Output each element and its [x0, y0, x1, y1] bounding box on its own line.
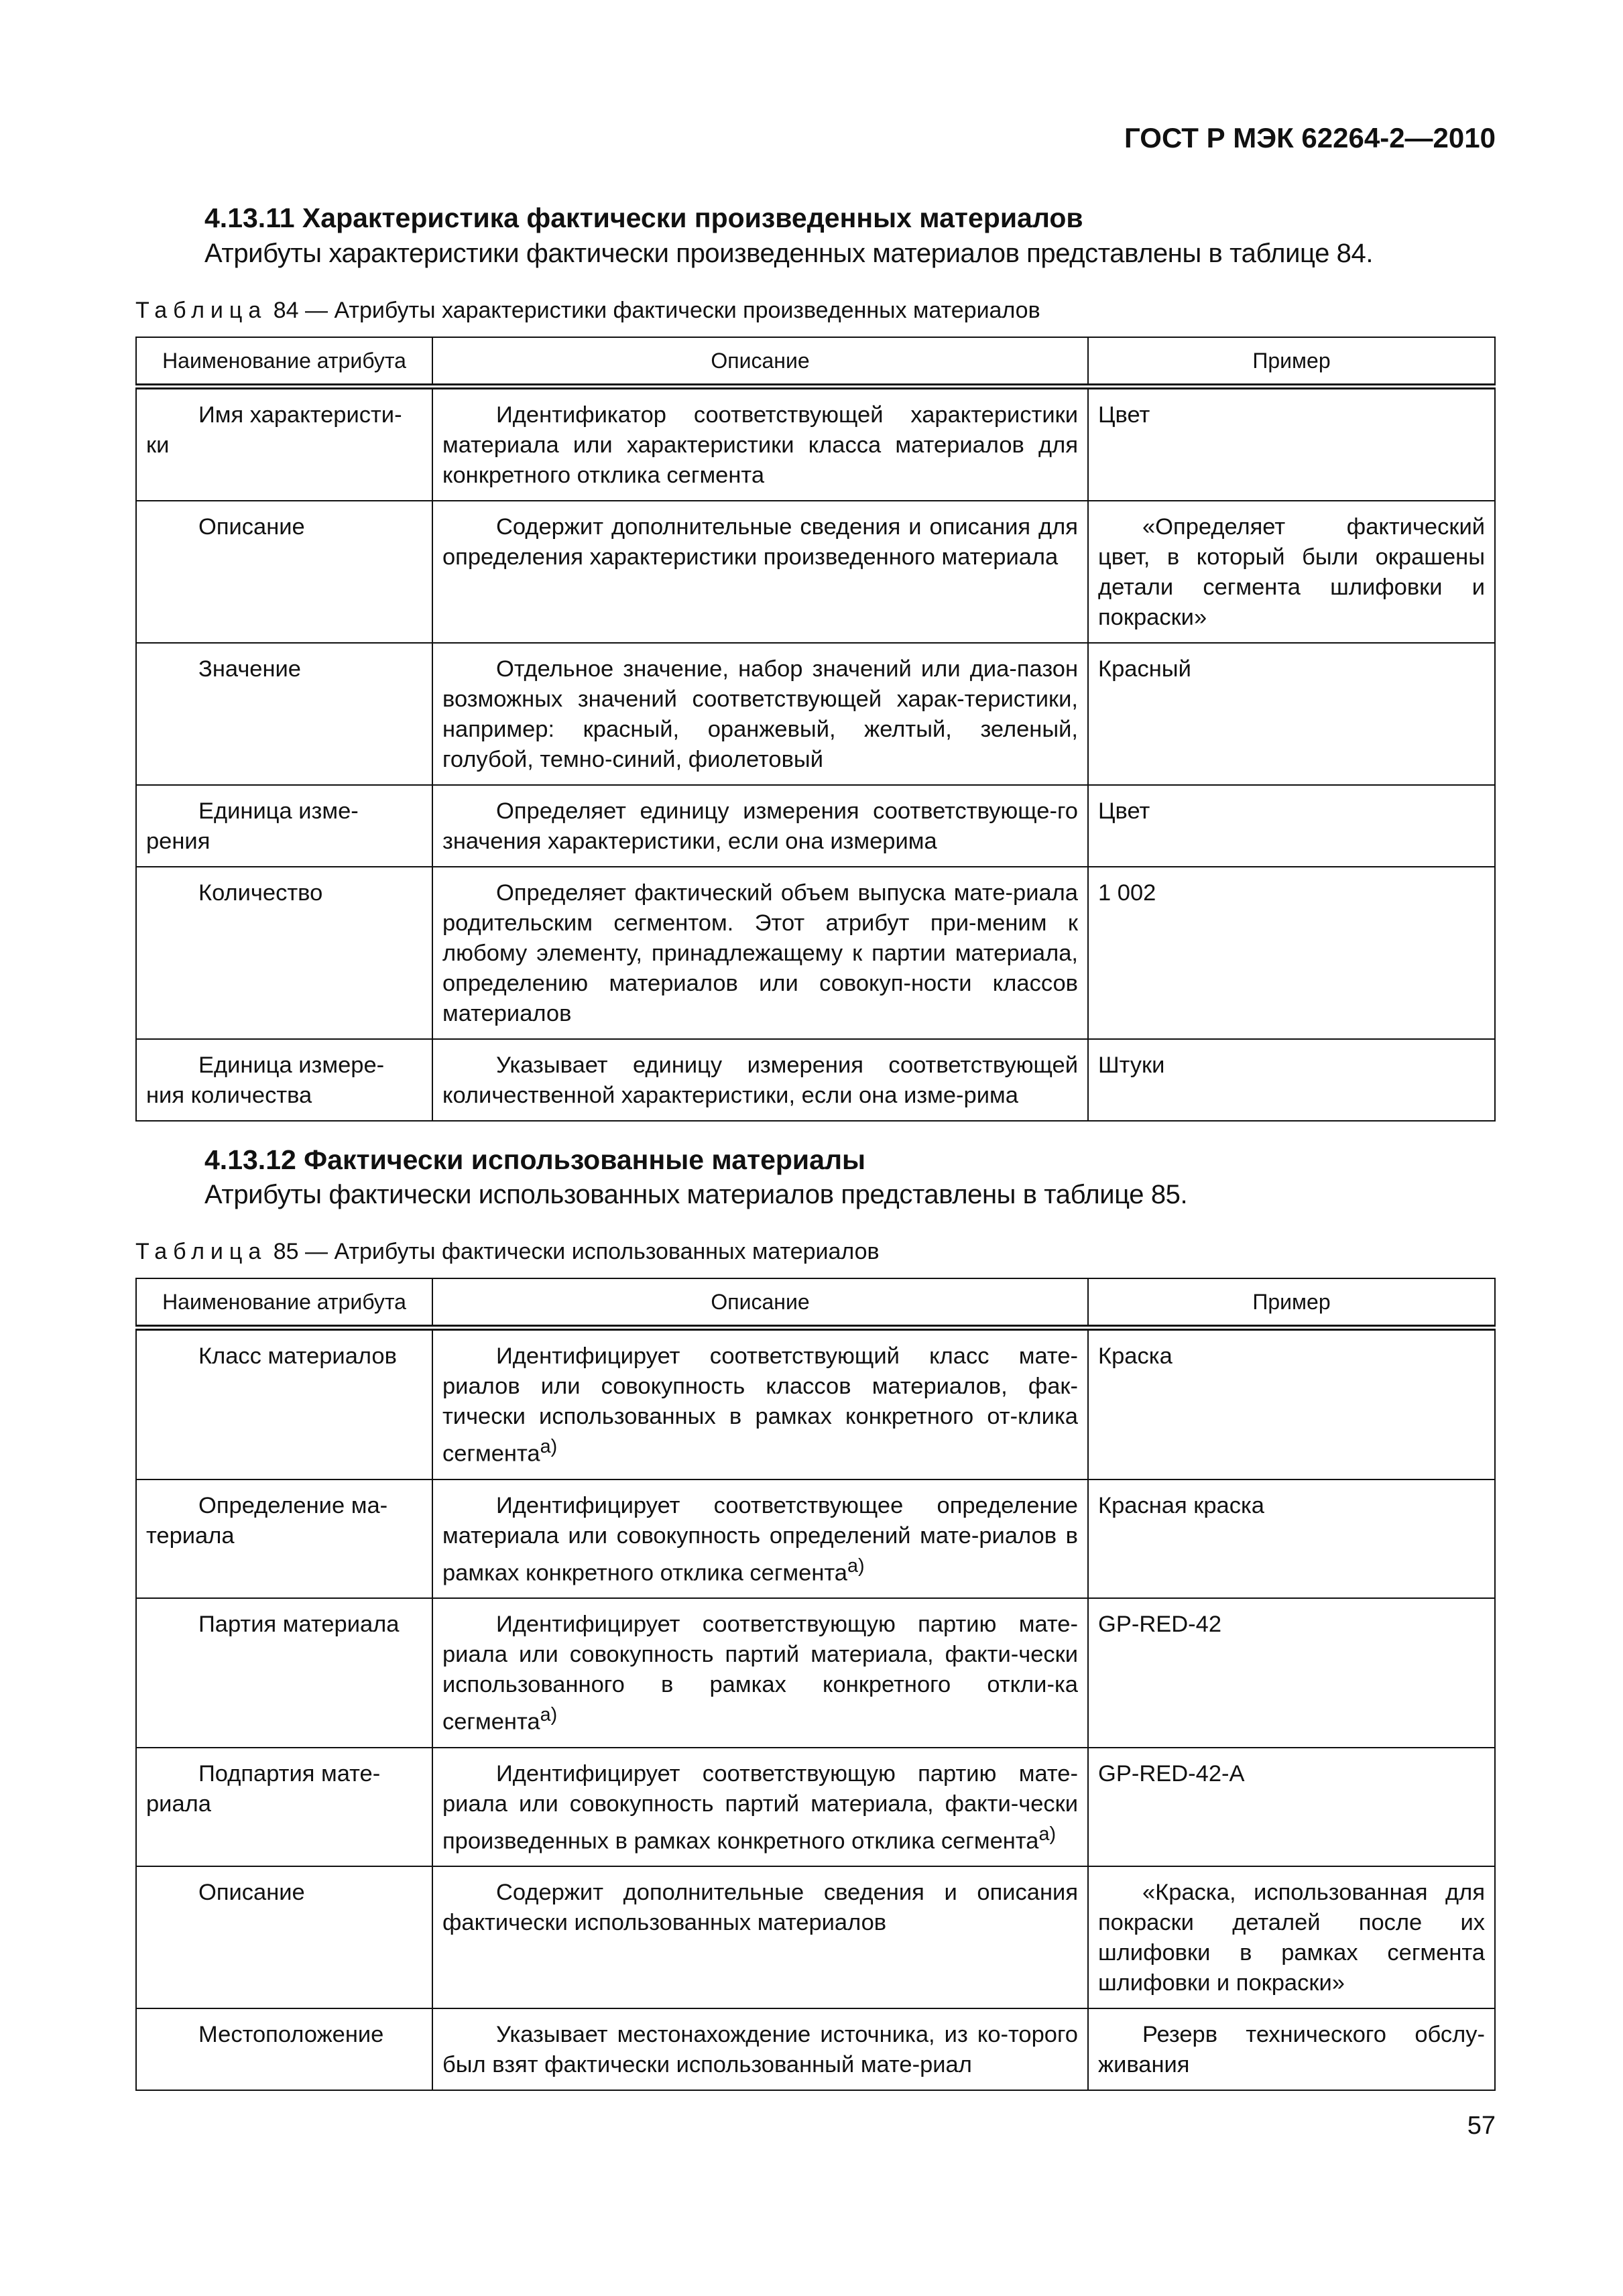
table-row — [136, 1598, 1495, 1748]
attribute-name: Местоположение — [136, 2008, 432, 2090]
attribute-example: «Краска, использованная для покраски деталей после их шлифовки в рамках сегмента шлифовки и покраски» — [1088, 1866, 1495, 2008]
attribute-name: Значение — [136, 643, 432, 785]
table-row — [136, 643, 1495, 785]
column-header-example: Пример — [1088, 1278, 1495, 1328]
attribute-description: Указывает единицу измерения соответствующей количественной характеристики, если она изме-рима — [432, 1039, 1088, 1121]
attribute-example: 1 002 — [1088, 867, 1495, 1039]
attribute-example: Краска — [1088, 1328, 1495, 1479]
attribute-name: Количество — [136, 867, 432, 1039]
table-row — [136, 1479, 1495, 1599]
description-text: Идентифицирует соответствующее определение материала или совокупность определений мате-риалов в рамках конкретного отклика сегмента — [442, 1492, 1078, 1585]
document-code-header: ГОСТ Р МЭК 62264-2—2010 — [1124, 122, 1496, 154]
attribute-example: «Определяет фактический цвет, в который были окрашены детали сегмента шлифовки и покраски» — [1088, 501, 1495, 643]
attribute-example: Резерв технического обслу-живания — [1088, 2008, 1495, 2090]
description-text: Идентифицирует соответствующий класс мате-риалов или совокупность классов материалов, фак-тически использованных в рамках конкретного от-клика сегмента — [442, 1343, 1078, 1467]
attribute-name: Имя характеристи-ки — [136, 387, 432, 501]
footnote-mark: а) — [847, 1555, 865, 1577]
caption-word: Таблица — [135, 1239, 267, 1264]
table-row — [136, 1328, 1495, 1479]
table-row — [136, 1039, 1495, 1121]
attribute-example: GP-RED-42-A — [1088, 1748, 1495, 1867]
attribute-description — [432, 1479, 1088, 1599]
attribute-description: Идентификатор соответствующей характеристики материала или характеристики класса материалов для конкретного отклика сегмента — [432, 387, 1088, 501]
caption-word: Таблица — [135, 298, 267, 323]
column-header-description: Описание — [432, 337, 1088, 387]
caption-text: 85 — Атрибуты фактически использованных материалов — [267, 1239, 880, 1264]
attribute-example: Штуки — [1088, 1039, 1495, 1121]
section-intro-4-13-12: Атрибуты фактически использованных материалов представлены в таблице 85. — [204, 1180, 1188, 1209]
section-title-4-13-12: 4.13.12 Фактически использованные материалы — [204, 1144, 866, 1175]
table-row — [136, 1748, 1495, 1867]
table-row — [136, 2008, 1495, 2090]
attribute-name: Единица измере-ния количества — [136, 1039, 432, 1121]
attribute-example: Красный — [1088, 643, 1495, 785]
caption-text: 84 — Атрибуты характеристики фактически произведенных материалов — [267, 298, 1040, 323]
column-header-example: Пример — [1088, 337, 1495, 387]
footnote-mark: а) — [540, 1704, 558, 1726]
attribute-description: Отдельное значение, набор значений или диа-пазон возможных значений соответствующей харак-теристики, например: красный, оранжевый, желтый, зеленый, голубой, темно-синий, фиолетовый — [432, 643, 1088, 785]
table-row — [136, 1866, 1495, 2008]
attribute-name: Определение ма-териала — [136, 1479, 432, 1599]
column-header-name: Наименование атрибута — [136, 1278, 432, 1328]
attribute-name: Единица изме-рения — [136, 785, 432, 867]
table-row — [136, 387, 1495, 501]
table-header-row — [136, 1278, 1495, 1328]
description-text: Идентифицирует соответствующую партию мате-риала или совокупность партий материала, факти-чески использованного в рамках конкретного откли-ка сегмента — [442, 1612, 1078, 1735]
table-header-row — [136, 337, 1495, 387]
attribute-description: Указывает местонахождение источника, из ко-торого был взят фактически использованный мате-риал — [432, 2008, 1088, 2090]
table-row — [136, 501, 1495, 643]
attribute-name: Партия материала — [136, 1598, 432, 1748]
attribute-example: Красная краска — [1088, 1479, 1495, 1599]
table-84-caption — [135, 298, 1040, 324]
footnote-mark: а) — [540, 1436, 558, 1457]
column-header-description: Описание — [432, 1278, 1088, 1328]
attribute-name: Класс материалов — [136, 1328, 432, 1479]
footnote-mark: а) — [1038, 1823, 1057, 1845]
attribute-example: Цвет — [1088, 785, 1495, 867]
attribute-name: Описание — [136, 501, 432, 643]
table-85-caption — [135, 1239, 880, 1265]
table-84 — [135, 337, 1496, 1122]
attribute-example: GP-RED-42 — [1088, 1598, 1495, 1748]
table-row — [136, 785, 1495, 867]
section-title-4-13-11: 4.13.11 Характеристика фактически произведенных материалов — [204, 202, 1083, 233]
attribute-description: Определяет фактический объем выпуска мате-риала родительским сегментом. Этот атрибут при-меним к любому элементу, принадлежащему к партии материала, определению материалов или совокуп-ности классов материалов — [432, 867, 1088, 1039]
attribute-description: Определяет единицу измерения соответствующе-го значения характеристики, если она измерима — [432, 785, 1088, 867]
section-intro-4-13-11: Атрибуты характеристики фактически произведенных материалов представлены в таблице 84. — [204, 239, 1374, 268]
attribute-description: Содержит дополнительные сведения и описания для определения характеристики произведенного материала — [432, 501, 1088, 643]
page-number: 57 — [1467, 2112, 1496, 2140]
attribute-name: Подпартия мате-риала — [136, 1748, 432, 1867]
attribute-example: Цвет — [1088, 387, 1495, 501]
attribute-name: Описание — [136, 1866, 432, 2008]
column-header-name: Наименование атрибута — [136, 337, 432, 387]
attribute-description — [432, 1598, 1088, 1748]
table-85 — [135, 1278, 1496, 2091]
attribute-description — [432, 1748, 1088, 1867]
description-text: Идентифицирует соответствующую партию мате-риала или совокупность партий материала, факти-чески произведенных в рамках конкретного отклика сегмента — [442, 1760, 1078, 1854]
attribute-description — [432, 1328, 1088, 1479]
table-row — [136, 867, 1495, 1039]
attribute-description: Содержит дополнительные сведения и описания фактически использованных материалов — [432, 1866, 1088, 2008]
